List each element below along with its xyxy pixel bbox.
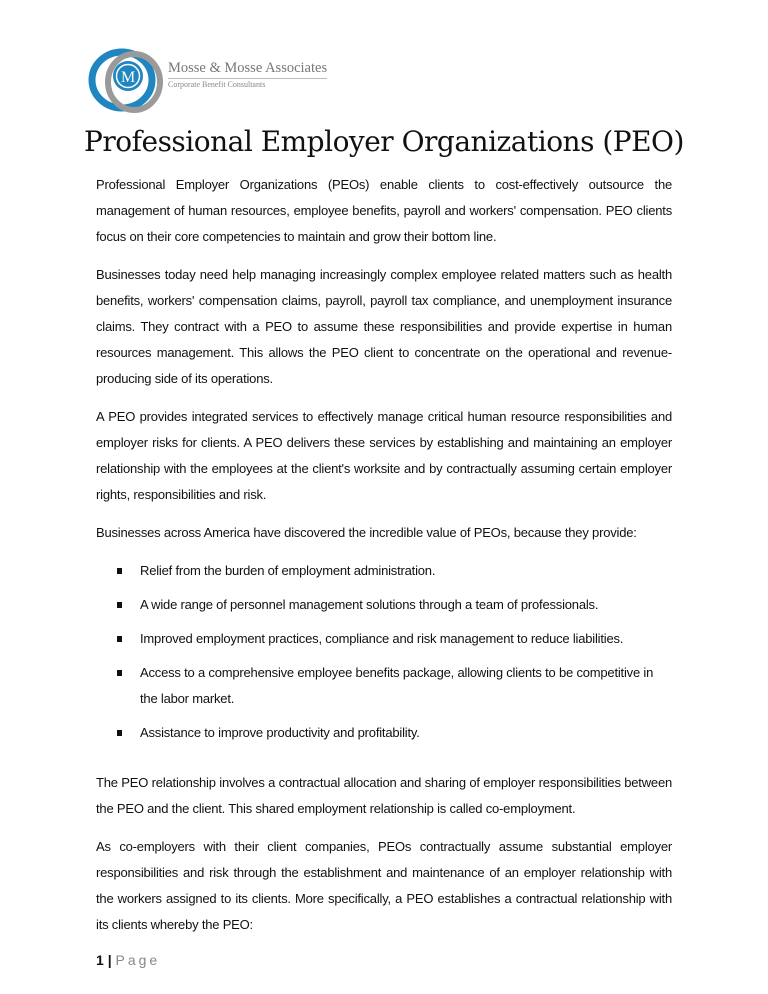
paragraph: Businesses across America have discovered the incredible value of PEOs, because they provide: — [96, 525, 637, 540]
bullet-item: A wide range of personnel management solutions through a team of professionals. — [140, 592, 672, 618]
benefits-list — [96, 558, 672, 746]
page-label: Page — [115, 952, 161, 968]
bullet-item: Access to a comprehensive employee benefits package, allowing clients to be competitive in the labor market. — [140, 660, 672, 712]
logo-letter: M — [120, 69, 136, 86]
bullet-item: Relief from the burden of employment administration. — [140, 558, 672, 584]
page-number: 1 — [96, 952, 104, 968]
paragraph: The PEO relationship involves a contractual allocation and sharing of employer responsibilities between the PEO and the client. This shared employment relationship is called co-employment. — [96, 775, 672, 816]
page-footer — [96, 952, 672, 968]
paragraph: A PEO provides integrated services to effectively manage critical human resource responsibilities and employer risks for clients. A PEO delivers these services by establishing and maintaining an employer relationship with the employees at the client's worksite and by contractually assuming certain employer rights, responsibilities and risk. — [96, 409, 672, 502]
footer-separator: | — [107, 952, 112, 968]
bullet-item: Assistance to improve productivity and profitability. — [140, 720, 672, 746]
document-title: Professional Employer Organizations (PEO) — [84, 125, 684, 158]
bullet-item: Improved employment practices, compliance and risk management to reduce liabilities. — [140, 626, 672, 652]
paragraph: Professional Employer Organizations (PEOs) enable clients to cost-effectively outsource the management of human resources, employee benefits, payroll and workers' compensation. PEO clients focus on their core competencies to maintain and grow their bottom line. — [96, 177, 672, 244]
company-logo — [88, 44, 328, 116]
logo-emblem-icon — [88, 44, 166, 116]
logo-tagline: Corporate Benefit Consultants — [168, 80, 266, 89]
paragraph: Businesses today need help managing increasingly complex employee related matters such as health benefits, workers' compensation claims, payroll, payroll tax compliance, and unemployment insurance claims. They contract with a PEO to assume these responsibilities and provide expertise in human resources management. This allows the PEO client to concentrate on the operational and revenue-producing side of its operations. — [96, 267, 672, 386]
paragraph: As co-employers with their client companies, PEOs contractually assume substantial employer responsibilities and risk through the establishment and maintenance of an employer relationship with the workers assigned to its clients. More specifically, a PEO establishes a contractual relationship with its clients whereby the PEO: — [96, 839, 672, 932]
logo-company-name: Mosse & Mosse Associates — [168, 60, 327, 79]
